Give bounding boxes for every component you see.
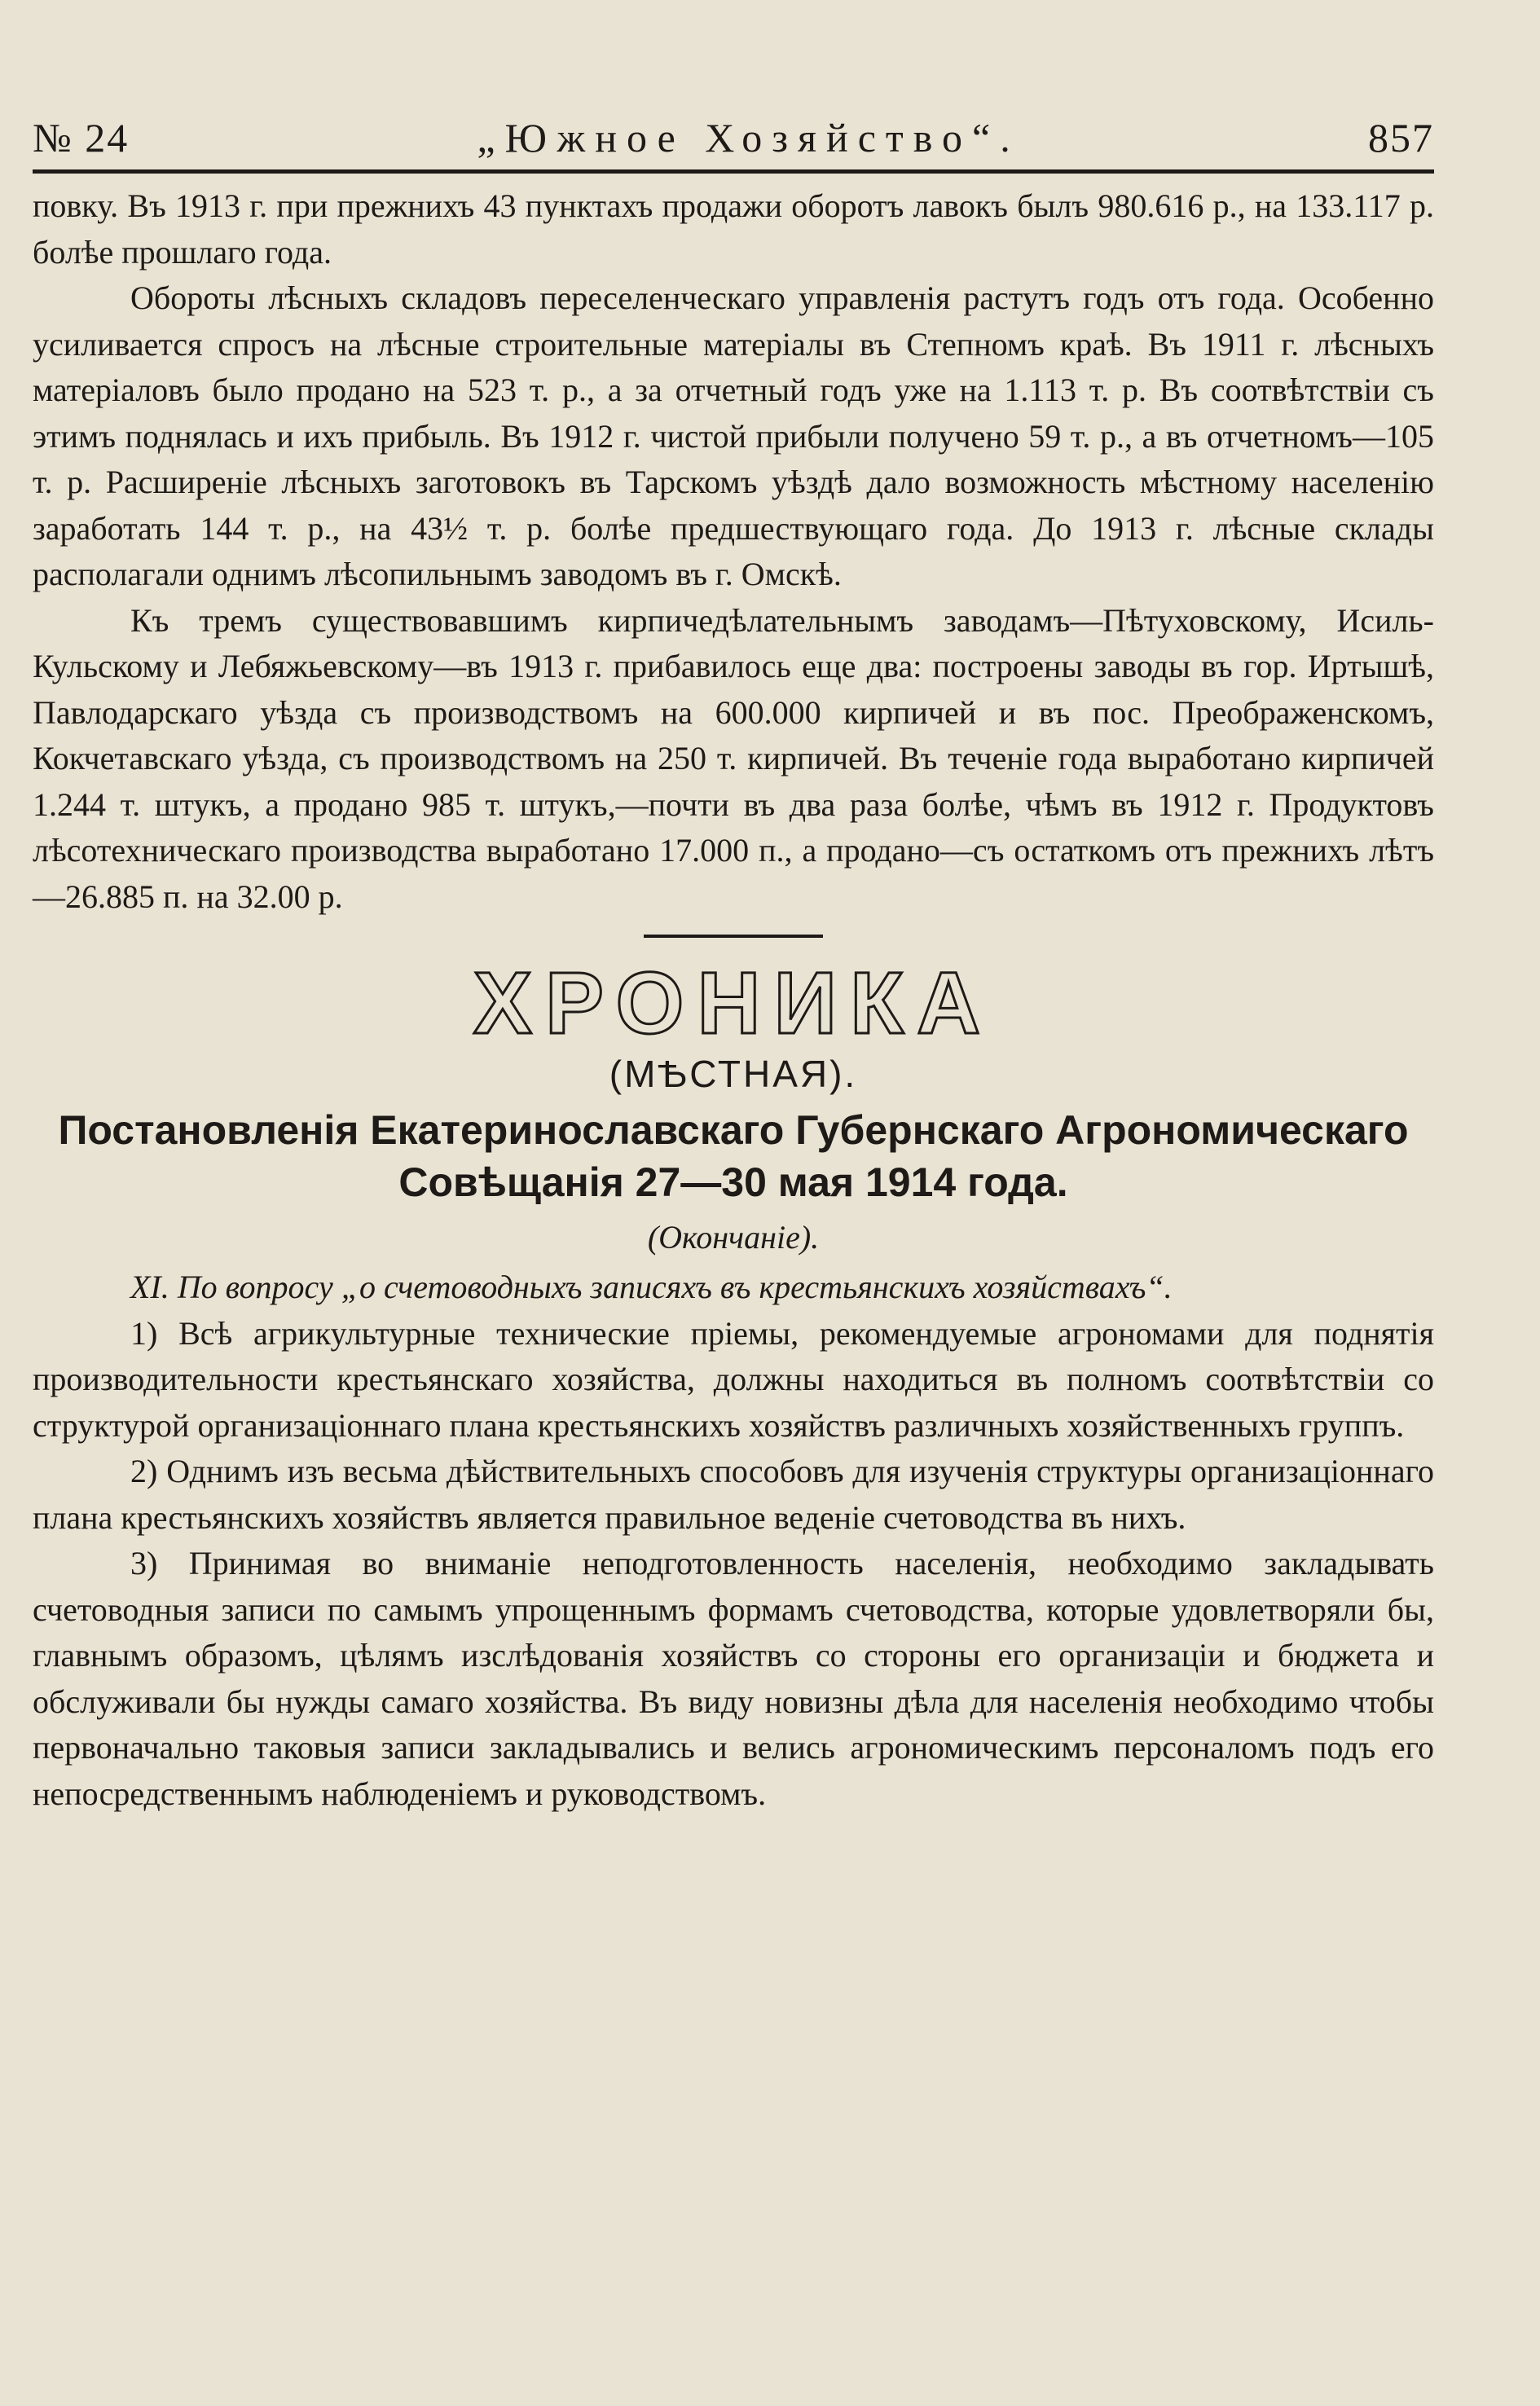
resolutions-heading: Постановленія Екатеринославскаго Губернскаго Агрономическаго Совѣщанія 27—30 мая 1914 года.: [58, 1107, 1409, 1205]
running-header: [33, 114, 1434, 161]
page: [33, 114, 1434, 1817]
chronicle-subtitle: (МѢСТНАЯ).: [609, 1053, 858, 1095]
continuation-note: (Окончаніе).: [647, 1219, 820, 1256]
section-title: XI. По вопросу „о счетоводныхъ записяхъ въ крестьянскихъ хозяйствахъ“.: [130, 1269, 1173, 1305]
page-number: 857: [1368, 115, 1434, 161]
journal-title: „Южное Хозяйство“.: [477, 115, 1020, 161]
paragraph-1: повку. Въ 1913 г. при прежнихъ 43 пунктахъ продажи оборотъ лавокъ былъ 980.616 р., на 133.117 р. болѣе прошлаго года.: [33, 187, 1434, 271]
section-item-3: 3) Принимая во вниманіе неподготовленность населенія, необходимо закладывать счетоводныя записи по самымъ упрощеннымъ формамъ счетоводства, которые удовлетворяли бы, главнымъ образомъ, цѣлямъ изслѣдованія хозяйствъ со стороны его организаціи и бюджета и обслуживали бы нужды самаго хозяйства. Въ виду новизны дѣла для населенія необходимо чтобы первоначально таковыя записи закладывались и велись агрономическимъ персоналомъ подъ его непосредственнымъ наблюденіемъ и руководствомъ.: [33, 1545, 1434, 1812]
issue-number: № 24: [33, 115, 130, 161]
chronicle-title: ХРОНИКА: [473, 953, 994, 1052]
section-divider: [644, 935, 823, 938]
header-rule: [33, 169, 1434, 174]
section-item-2: 2) Однимъ изъ весьма дѣйствительныхъ способовъ для изученія структуры организаціоннаго плана крестьянскихъ хозяйствъ является правильное веденіе счетоводства въ нихъ.: [33, 1453, 1434, 1536]
paragraph-2: Обороты лѣсныхъ складовъ переселенческаго управленія растутъ годъ отъ года. Особенно усиливается спросъ на лѣсные строительные матеріалы въ Степномъ краѣ. Въ 1911 г. лѣсныхъ матеріаловъ было продано на 523 т. р., а за отчетный годъ уже на 1.113 т. р. Въ соотвѣтствіи съ этимъ поднялась и ихъ прибыль. Въ 1912 г. чистой прибыли получено 59 т. р., а въ отчетномъ—105 т. р. Расширеніе лѣсныхъ заготовокъ въ Тарскомъ уѣздѣ дало возможность мѣстному населенію заработать 144 т. р., на 43½ т. р. болѣе предшествующаго года. До 1913 г. лѣсные склады располагали однимъ лѣсопильнымъ заводомъ въ г. Омскѣ.: [33, 279, 1434, 592]
paragraph-3: Къ тремъ существовавшимъ кирпичедѣлательнымъ заводамъ—Пѣтуховскому, Исиль-Кульскому и Лебяжьевскому—въ 1913 г. прибавилось еще два: построены заводы въ гор. Иртышѣ, Павлодарскаго уѣзда съ производствомъ на 600.000 кирпичей и въ пос. Преображенскомъ, Кокчетавскаго уѣзда, съ производствомъ на 250 т. кирпичей. Въ теченіе года выработано кирпичей 1.244 т. штукъ, а продано 985 т. штукъ,—почти въ два раза болѣе, чѣмъ въ 1912 г. Продуктовъ лѣсотехническаго производства выработано 17.000 п., а продано—съ остаткомъ отъ прежнихъ лѣтъ—26.885 п. на 32.00 р.: [33, 601, 1434, 915]
section-item-1: 1) Всѣ агрикультурные технические пріемы, рекомендуемые агрономами для поднятія производительности крестьянскаго хозяйства, должны находиться въ полномъ соотвѣтствіи со структурой организаціоннаго плана крестьянскихъ хозяйствъ различныхъ хозяйственныхъ группъ.: [33, 1314, 1434, 1444]
